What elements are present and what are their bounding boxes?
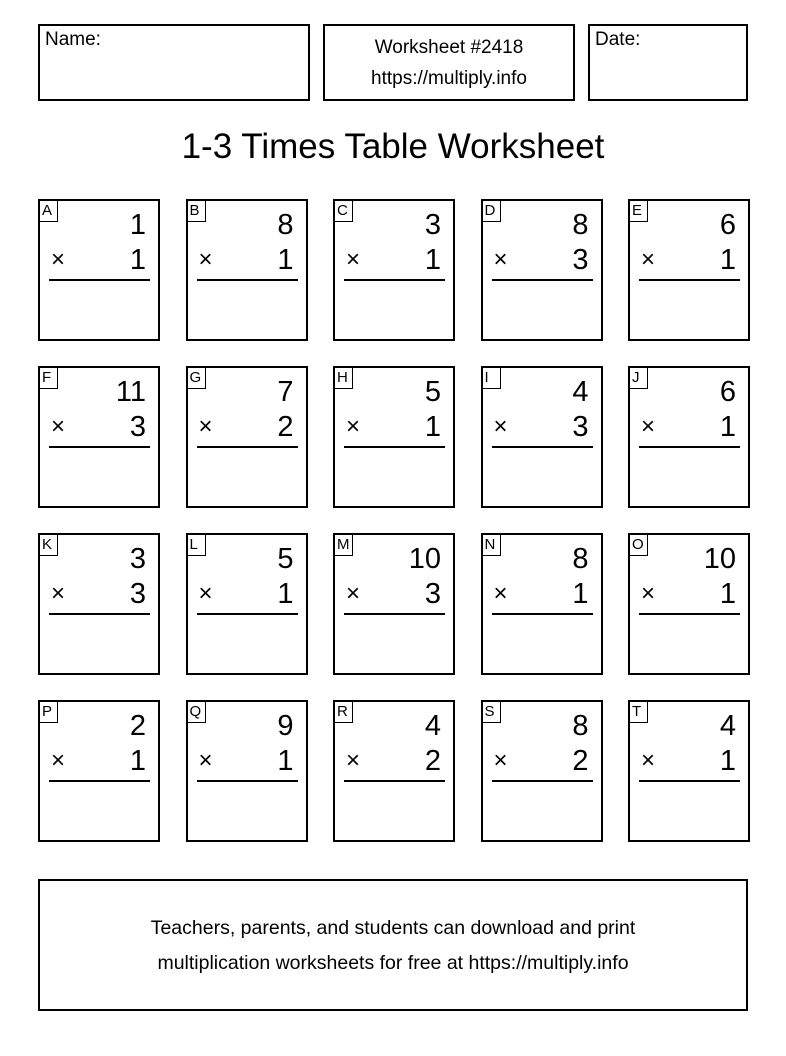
multiplier: 3 <box>424 578 441 610</box>
problem-box <box>481 700 603 842</box>
multiplicand: 4 <box>424 710 441 742</box>
multiplier: 1 <box>719 244 736 276</box>
answer-line <box>492 613 593 615</box>
problem-letter: O <box>630 535 648 556</box>
multiplier: 1 <box>424 244 441 276</box>
problem-box <box>628 700 750 842</box>
problem-box <box>628 533 750 675</box>
times-sign: × <box>51 413 66 440</box>
answer-line <box>639 279 740 281</box>
problem-box <box>333 199 455 341</box>
problem-box <box>481 366 603 508</box>
multiplicand: 11 <box>115 376 146 408</box>
problem-box <box>333 366 455 508</box>
problem-letter: I <box>483 368 501 389</box>
problem-letter: M <box>335 535 353 556</box>
multiplicand: 10 <box>408 543 441 575</box>
multiplier: 1 <box>572 578 589 610</box>
problem-box <box>38 533 160 675</box>
times-sign: × <box>641 580 656 607</box>
problem-letter: G <box>188 368 206 389</box>
answer-line <box>197 613 298 615</box>
multiplier: 1 <box>129 745 146 777</box>
times-sign: × <box>493 246 508 273</box>
times-sign: × <box>346 413 361 440</box>
problem-box <box>628 199 750 341</box>
multiplicand: 2 <box>129 710 146 742</box>
times-sign: × <box>346 580 361 607</box>
problem-letter: A <box>40 201 58 222</box>
multiplicand: 6 <box>719 209 736 241</box>
multiplier: 3 <box>572 411 589 443</box>
problem-letter: E <box>630 201 648 222</box>
multiplier: 1 <box>424 411 441 443</box>
multiplicand: 8 <box>572 209 589 241</box>
times-sign: × <box>51 580 66 607</box>
problem-box <box>186 533 308 675</box>
multiplicand: 5 <box>424 376 441 408</box>
multiplier: 3 <box>572 244 589 276</box>
times-sign: × <box>641 413 656 440</box>
multiplier: 1 <box>719 578 736 610</box>
answer-line <box>344 613 445 615</box>
answer-line <box>344 446 445 448</box>
times-sign: × <box>641 747 656 774</box>
answer-line <box>344 780 445 782</box>
times-sign: × <box>198 413 213 440</box>
times-sign: × <box>493 580 508 607</box>
answer-line <box>344 279 445 281</box>
multiplicand: 3 <box>424 209 441 241</box>
times-sign: × <box>493 747 508 774</box>
multiplicand: 5 <box>277 543 294 575</box>
problem-box <box>481 199 603 341</box>
name-box <box>38 24 310 101</box>
multiplier: 2 <box>572 745 589 777</box>
problem-letter: R <box>335 702 353 723</box>
problem-letter: F <box>40 368 58 389</box>
footer-line-2: multiplication worksheets for free at https://multiply.info <box>157 952 629 974</box>
name-label: Name: <box>45 29 101 50</box>
answer-line <box>49 780 150 782</box>
multiplier: 1 <box>129 244 146 276</box>
answer-line <box>639 780 740 782</box>
problem-letter: H <box>335 368 353 389</box>
problem-box <box>38 700 160 842</box>
problem-box <box>38 366 160 508</box>
answer-line <box>197 279 298 281</box>
times-sign: × <box>346 246 361 273</box>
multiplicand: 8 <box>277 209 294 241</box>
answer-line <box>49 446 150 448</box>
problem-letter: Q <box>188 702 206 723</box>
multiplicand: 3 <box>129 543 146 575</box>
footer-box <box>38 879 748 1011</box>
multiplier: 1 <box>719 411 736 443</box>
answer-line <box>492 279 593 281</box>
multiplier: 2 <box>424 745 441 777</box>
multiplicand: 6 <box>719 376 736 408</box>
multiplier: 1 <box>277 745 294 777</box>
multiplicand: 7 <box>277 376 294 408</box>
multiplier: 3 <box>129 411 146 443</box>
multiplier: 2 <box>277 411 294 443</box>
worksheet-title: 1-3 Times Table Worksheet <box>181 127 605 166</box>
multiplicand: 8 <box>572 543 589 575</box>
date-box <box>588 24 748 101</box>
worksheet-url: https://multiply.info <box>371 68 527 89</box>
problem-box <box>333 533 455 675</box>
multiplicand: 4 <box>719 710 736 742</box>
times-sign: × <box>346 747 361 774</box>
problem-letter: L <box>188 535 206 556</box>
problem-letter: D <box>483 201 501 222</box>
problem-letter: C <box>335 201 353 222</box>
footer-line-1: Teachers, parents, and students can download and print <box>150 917 636 939</box>
multiplicand: 4 <box>572 376 589 408</box>
problem-box <box>481 533 603 675</box>
problem-letter: P <box>40 702 58 723</box>
problem-box <box>186 366 308 508</box>
problem-letter: K <box>40 535 58 556</box>
problem-letter: J <box>630 368 648 389</box>
times-sign: × <box>198 580 213 607</box>
times-sign: × <box>198 246 213 273</box>
answer-line <box>49 613 150 615</box>
times-sign: × <box>51 246 66 273</box>
multiplier: 1 <box>719 745 736 777</box>
multiplier: 1 <box>277 578 294 610</box>
problem-box <box>333 700 455 842</box>
times-sign: × <box>641 246 656 273</box>
times-sign: × <box>493 413 508 440</box>
worksheet-number: Worksheet #2418 <box>374 37 524 58</box>
problem-box <box>186 199 308 341</box>
answer-line <box>49 279 150 281</box>
problem-box <box>186 700 308 842</box>
problem-box <box>628 366 750 508</box>
times-sign: × <box>198 747 213 774</box>
answer-line <box>197 446 298 448</box>
answer-line <box>492 780 593 782</box>
multiplier: 1 <box>277 244 294 276</box>
multiplicand: 8 <box>572 710 589 742</box>
times-sign: × <box>51 747 66 774</box>
problem-letter: N <box>483 535 501 556</box>
problem-letter: T <box>630 702 648 723</box>
multiplicand: 1 <box>129 209 146 241</box>
date-label: Date: <box>595 29 641 50</box>
multiplicand: 9 <box>277 710 294 742</box>
answer-line <box>639 613 740 615</box>
answer-line <box>492 446 593 448</box>
multiplier: 3 <box>129 578 146 610</box>
multiplicand: 10 <box>703 543 736 575</box>
worksheet-info-box <box>323 24 575 101</box>
answer-line <box>639 446 740 448</box>
problem-box <box>38 199 160 341</box>
problem-letter: S <box>483 702 501 723</box>
answer-line <box>197 780 298 782</box>
problem-letter: B <box>188 201 206 222</box>
